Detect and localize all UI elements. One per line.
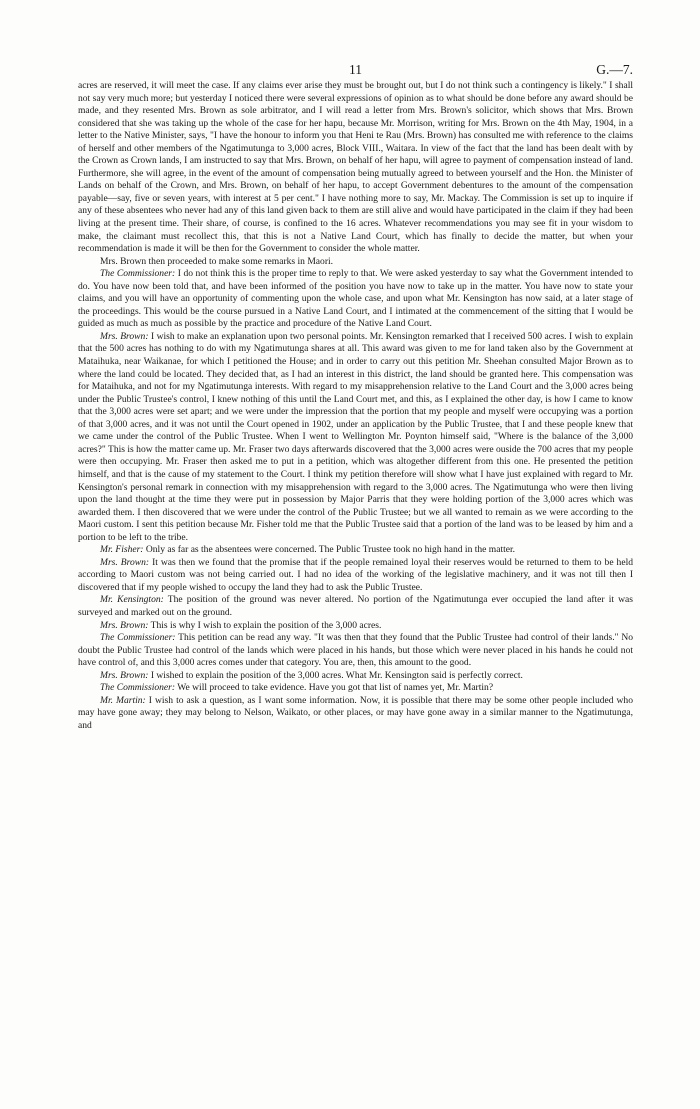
page-number: 11 — [349, 62, 362, 77]
paragraph-text: This is why I wish to explain the position of the 3,000 acres. — [150, 619, 382, 631]
page-header — [78, 60, 633, 80]
speaker-name: Mrs. Brown: — [100, 669, 149, 681]
speaker-name: The Commissioner: — [100, 632, 176, 644]
paragraph-text: The position of the ground was never altered. No portion of the Ngatimutunga ever occupied the land after it was surveyed and marked out on the ground. — [78, 594, 633, 618]
paragraph-text: It was then we found that the promise that if the people remained loyal their reserves would be returned to them to be held according to Maori custom was not being carried out. I had no idea of the working of the legislative machinery, and it was not till then I discovered that if my people wished to occupy the land they had to ask the Public Trustee. — [78, 556, 633, 593]
speaker-name: Mr. Martin: — [100, 694, 146, 706]
paragraph — [78, 256, 633, 269]
speaker-name: The Commissioner: — [100, 682, 176, 694]
speaker-name: Mrs. Brown: — [100, 619, 149, 631]
paragraph-text: We will proceed to take evidence. Have you got that list of names yet, Mr. Martin? — [177, 682, 494, 694]
speaker-name: Mrs. Brown: — [100, 330, 149, 342]
paragraph — [78, 682, 633, 695]
paragraph — [78, 620, 633, 633]
document-reference: G.—7. — [596, 62, 633, 77]
paragraph-text: I do not think this is the proper time to reply to that. We were asked yesterday to say what the Government intended to do. You have now been told that, and have been informed of the position you have now to take up in the matter. You have now to state your claims, and you will have an opportunity of commenting upon the whole case, and upon what Mr. Kensington has now said, at a later stage of the proceedings. This would be the course pursued in a Native Land Court, and I intimated at the commencement of the sitting that I would be guided as much as much as possible by the practice and procedure of the Native Land Court. — [78, 268, 633, 330]
paragraph — [78, 268, 633, 331]
paragraph-text: Mrs. Brown then proceeded to make some remarks in Maori. — [100, 255, 334, 267]
paragraph — [78, 632, 633, 670]
paragraph — [78, 331, 633, 544]
paragraph-text: acres are reserved, it will meet the case. If any claims ever arise they must be brought out, but I do not think such a contingency is likely." I shall not say very much more; but yesterday I noticed there were several expressions of opinion as to what should be done before any award should be made, and they resented Mrs. Brown as sole arbitrator, and I will read a letter from Mrs. Brown's solicitor, which shows that Mrs. Brown considered that she was taking up the whole of the case for her hapu, because Mr. Morrison, writing for Mrs. Brown on the 4th May, 1904, in a letter to the Native Minister, says, "I have the honour to inform you that Heni te Rau (Mrs. Brown) has consulted me with reference to the claims of herself and other members of the Ngatimutunga to 3,000 acres, Block VIII., Waitara. In view of the fact that the land has been dealt with by the Crown as Crown lands, I am instructed to say that Mrs. Brown, on behalf of her hapu, will agree to payment of compensation instead of land. Furthermore, she will agree, in the event of the amount of compensation being mutually agreed to between yourself and the Hon. the Minister of Lands on behalf of the Crown, and Mrs. Brown, on behalf of her hapu, to accept Government debentures to the amount of the compensation payable—say, five or seven years, with interest at 5 per cent." I have nothing more to say, Mr. Mackay. The Commission is set up to inquire if any of these absentees who never had any of this land given back to them are still alive and would have participated in the claim if they had been living at the present time. Their share, of course, is confined to the 16 acres. Whatever recommendations you may see fit in your wisdom to make, the claimant must recollect this, that this is not a Native Land Court, which has finally to decide the matter, but when your recommendation is made it will be then for the Government to consider the whole matter. — [78, 80, 633, 255]
paragraph-text: I wished to explain the position of the 3,000 acres. What Mr. Kensington said is perfectly correct. — [150, 669, 523, 681]
paragraph — [78, 544, 633, 557]
paragraph-text: I wish to make an explanation upon two personal points. Mr. Kensington remarked that I received 500 acres. I wish to explain that the 500 acres has nothing to do with my Ngatimutunga shares at all. This award was given to me for land taken also by the Government at Mataihuka, near Waikanae, for which I petitioned the House; and in order to carry out this petition Mr. Sheehan consulted Major Brown as to where the land could be located. They decided that, as I had an interest in this district, the land should be granted here. This compensation was for Mataihuka, and not for my Ngatimutunga interests. With regard to my misapprehension relative to the Land Court and the 3,000 acres being under the Public Trustee's control, I knew nothing of this until the Land Court met, and this, as I explained the other day, is how I came to know that the 3,000 acres were set apart; and we were under the impression that the portion that my people and myself were occupying was a portion of that 3,000 acres, and it was not until the Court opened in 1902, under an application by the Public Trustee, that I and these people knew that we came under the control of the Public Trustee. When I went to Wellington Mr. Poynton himself said, "Where is the balance of the 3,000 acres?" This is how the matter came up. Mr. Fraser two days afterwards discovered that the 3,000 acres were ouside the 700 acres that my people were then occupying. Mr. Fraser then asked me to put in a petition, which was altogether different from this one. He presented the petition himself, and that is the cause of my statement to the Court. I think my petition therefore will show what I have just explained with regard to Mr. Kensington's personal remark in connection with my misapprehension with regard to the 3,000 acres. The Ngatimutunga who were then living upon the land thought at the time they were put in possession by Major Parris that they were holding portion of the 3,000 acres which was awarded them. I then discovered that we were under the control of the Public Trustee; but we all wanted to remain as we were according to the Maori custom. I sent this petition because Mr. Fisher told me that the Public Trustee said that a portion of the land was to be leased by him and a portion to be left to the tribe. — [78, 330, 633, 543]
paragraph-text: This petition can be read any way. "It was then that they found that the Public Trustee had control of their lands." No doubt the Public Trustee had control of the lands which were placed in his hands, but those which were never placed in his hands he could not have control of, and this 3,000 acres comes under that category. You are, then, this amount to the good. — [78, 632, 633, 669]
speaker-name: Mrs. Brown: — [100, 556, 150, 568]
paragraph-text: Only as far as the absentees were concerned. The Public Trustee took no high hand in the matter. — [145, 544, 516, 556]
paragraph — [78, 80, 633, 256]
paragraph — [78, 695, 633, 733]
paragraph — [78, 594, 633, 619]
document-body — [78, 80, 633, 732]
paragraph-text: I wish to ask a question, as I want some information. Now, it is possible that there may be some other people included who may have gone away; they may belong to Nelson, Waikato, or other places, or may have gone away in a similar manner to the Ngatimutunga, and — [78, 694, 633, 731]
paragraph — [78, 670, 633, 683]
speaker-name: Mr. Fisher: — [100, 544, 144, 556]
paragraph — [78, 557, 633, 595]
speaker-name: The Commissioner: — [100, 268, 176, 280]
speaker-name: Mr. Kensington: — [100, 594, 164, 606]
